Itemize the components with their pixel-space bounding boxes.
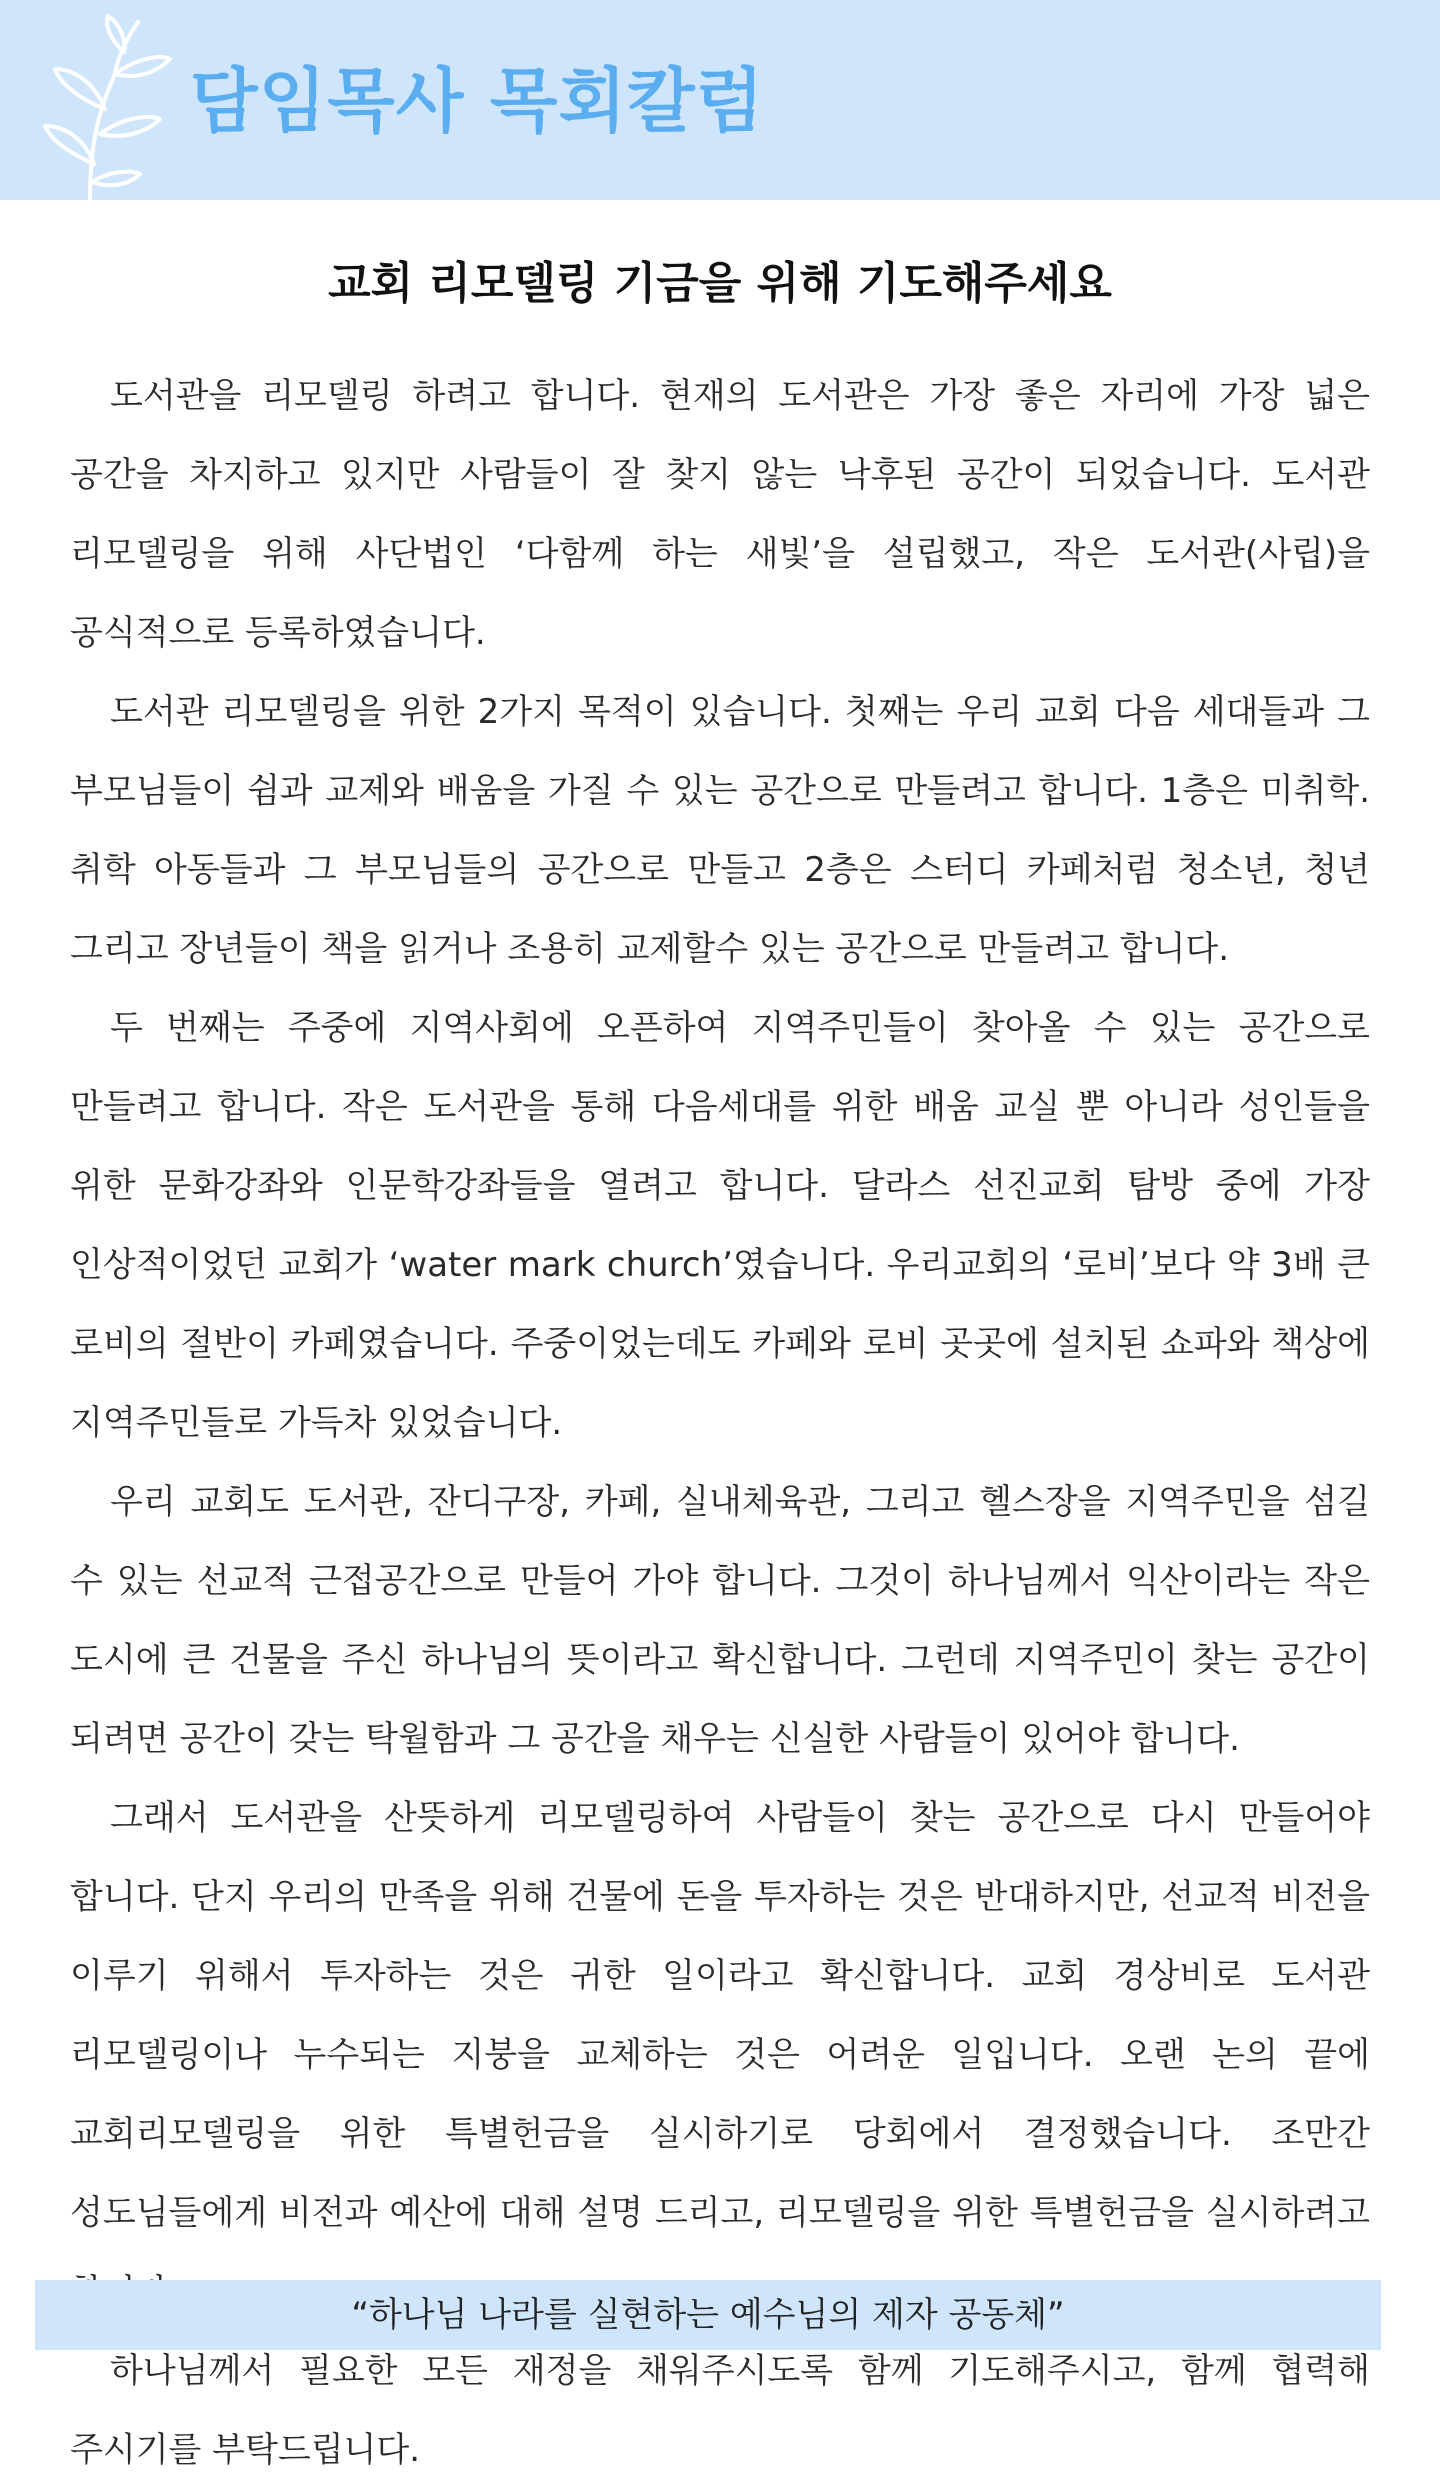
- paragraph: 도서관을 리모델링 하려고 합니다. 현재의 도서관은 가장 좋은 자리에 가장 넓은 공간을 차지하고 있지만 사람들이 잘 찾지 않는 낙후된 공간이 되었습니다. 도서관 리모델링을 위해 사단법인 ‘다함께 하는 새빛’을 설립했고, 작은 도서관(사립)을 공식적으로 등록하였습니다.: [70, 376, 1370, 653]
- article-body: [70, 357, 1370, 2490]
- leaf-branch-icon: [20, 14, 180, 204]
- paragraph: 우리 교회도 도서관, 잔디구장, 카페, 실내체육관, 그리고 헬스장을 지역주민을 섬길 수 있는 선교적 근접공간으로 만들어 가야 합니다. 그것이 하나님께서 익산이라는 작은 도시에 큰 건물을 주신 하나님의 뜻이라고 확신합니다. 그런데 지역주민이 찾는 공간이 되려면 공간이 갖는 탁월함과 그 공간을 채우는 신실한 사람들이 있어야 합니다.: [70, 1482, 1370, 1759]
- motto-banner: [35, 2280, 1381, 2350]
- column-header: [0, 0, 1440, 200]
- paragraph: 두 번째는 주중에 지역사회에 오픈하여 지역주민들이 찾아올 수 있는 공간으로 만들려고 합니다. 작은 도서관을 통해 다음세대를 위한 배움 교실 뿐 아니라 성인들을 위한 문화강좌와 인문학강좌들을 열려고 합니다. 달라스 선진교회 탐방 중에 가장 인상적이었던 교회가 ‘water mark church’였습니다. 우리교회의 ‘로비’보다 약 3배 큰 로비의 절반이 카페였습니다. 주중이었는데도 카페와 로비 곳곳에 설치된 쇼파와 책상에 지역주민들로 가득차 있었습니다.: [70, 1008, 1370, 1443]
- paragraph: 하나님께서 필요한 모든 재정을 채워주시도록 함께 기도해주시고, 함께 협력해 주시기를 부탁드립니다.: [70, 2351, 1370, 2470]
- paragraph: 그래서 도서관을 산뜻하게 리모델링하여 사람들이 찾는 공간으로 다시 만들어야 합니다. 단지 우리의 만족을 위해 건물에 돈을 투자하는 것은 반대하지만, 선교적 비전을 이루기 위해서 투자하는 것은 귀한 일이라고 확신합니다. 교회 경상비로 도서관 리모델링이나 누수되는 지붕을 교체하는 것은 어려운 일입니다. 오랜 논의 끝에 교회리모델링을 위한 특별헌금을 실시하기로 당회에서 결정했습니다. 조만간 성도님들에게 비전과 예산에 대해 설명 드리고, 리모델링을 위한 특별헌금을 실시하려고: [70, 1798, 1370, 2233]
- column-title: 담임목사 목회칼럼: [190, 60, 765, 142]
- church-motto: “하나님 나라를 실현하는 예수님의 제자 공동체”: [351, 2295, 1065, 2335]
- paragraph: 도서관 리모델링을 위한 2가지 목적이 있습니다. 첫째는 우리 교회 다음 세대들과 그 부모님들이 쉼과 교제와 배움을 가질 수 있는 공간으로 만들려고 합니다. 1층은 미취학. 취학 아동들과 그 부모님들의 공간으로 만들고 2층은 스터디 카페처럼 청소년, 청년 그리고 장년들이 책을 읽거나 조용히 교제할수 있는 공간으로 만들려고 합니다.: [70, 692, 1370, 969]
- article-title: 교회 리모델링 기금을 위해 기도해주세요: [328, 258, 1112, 309]
